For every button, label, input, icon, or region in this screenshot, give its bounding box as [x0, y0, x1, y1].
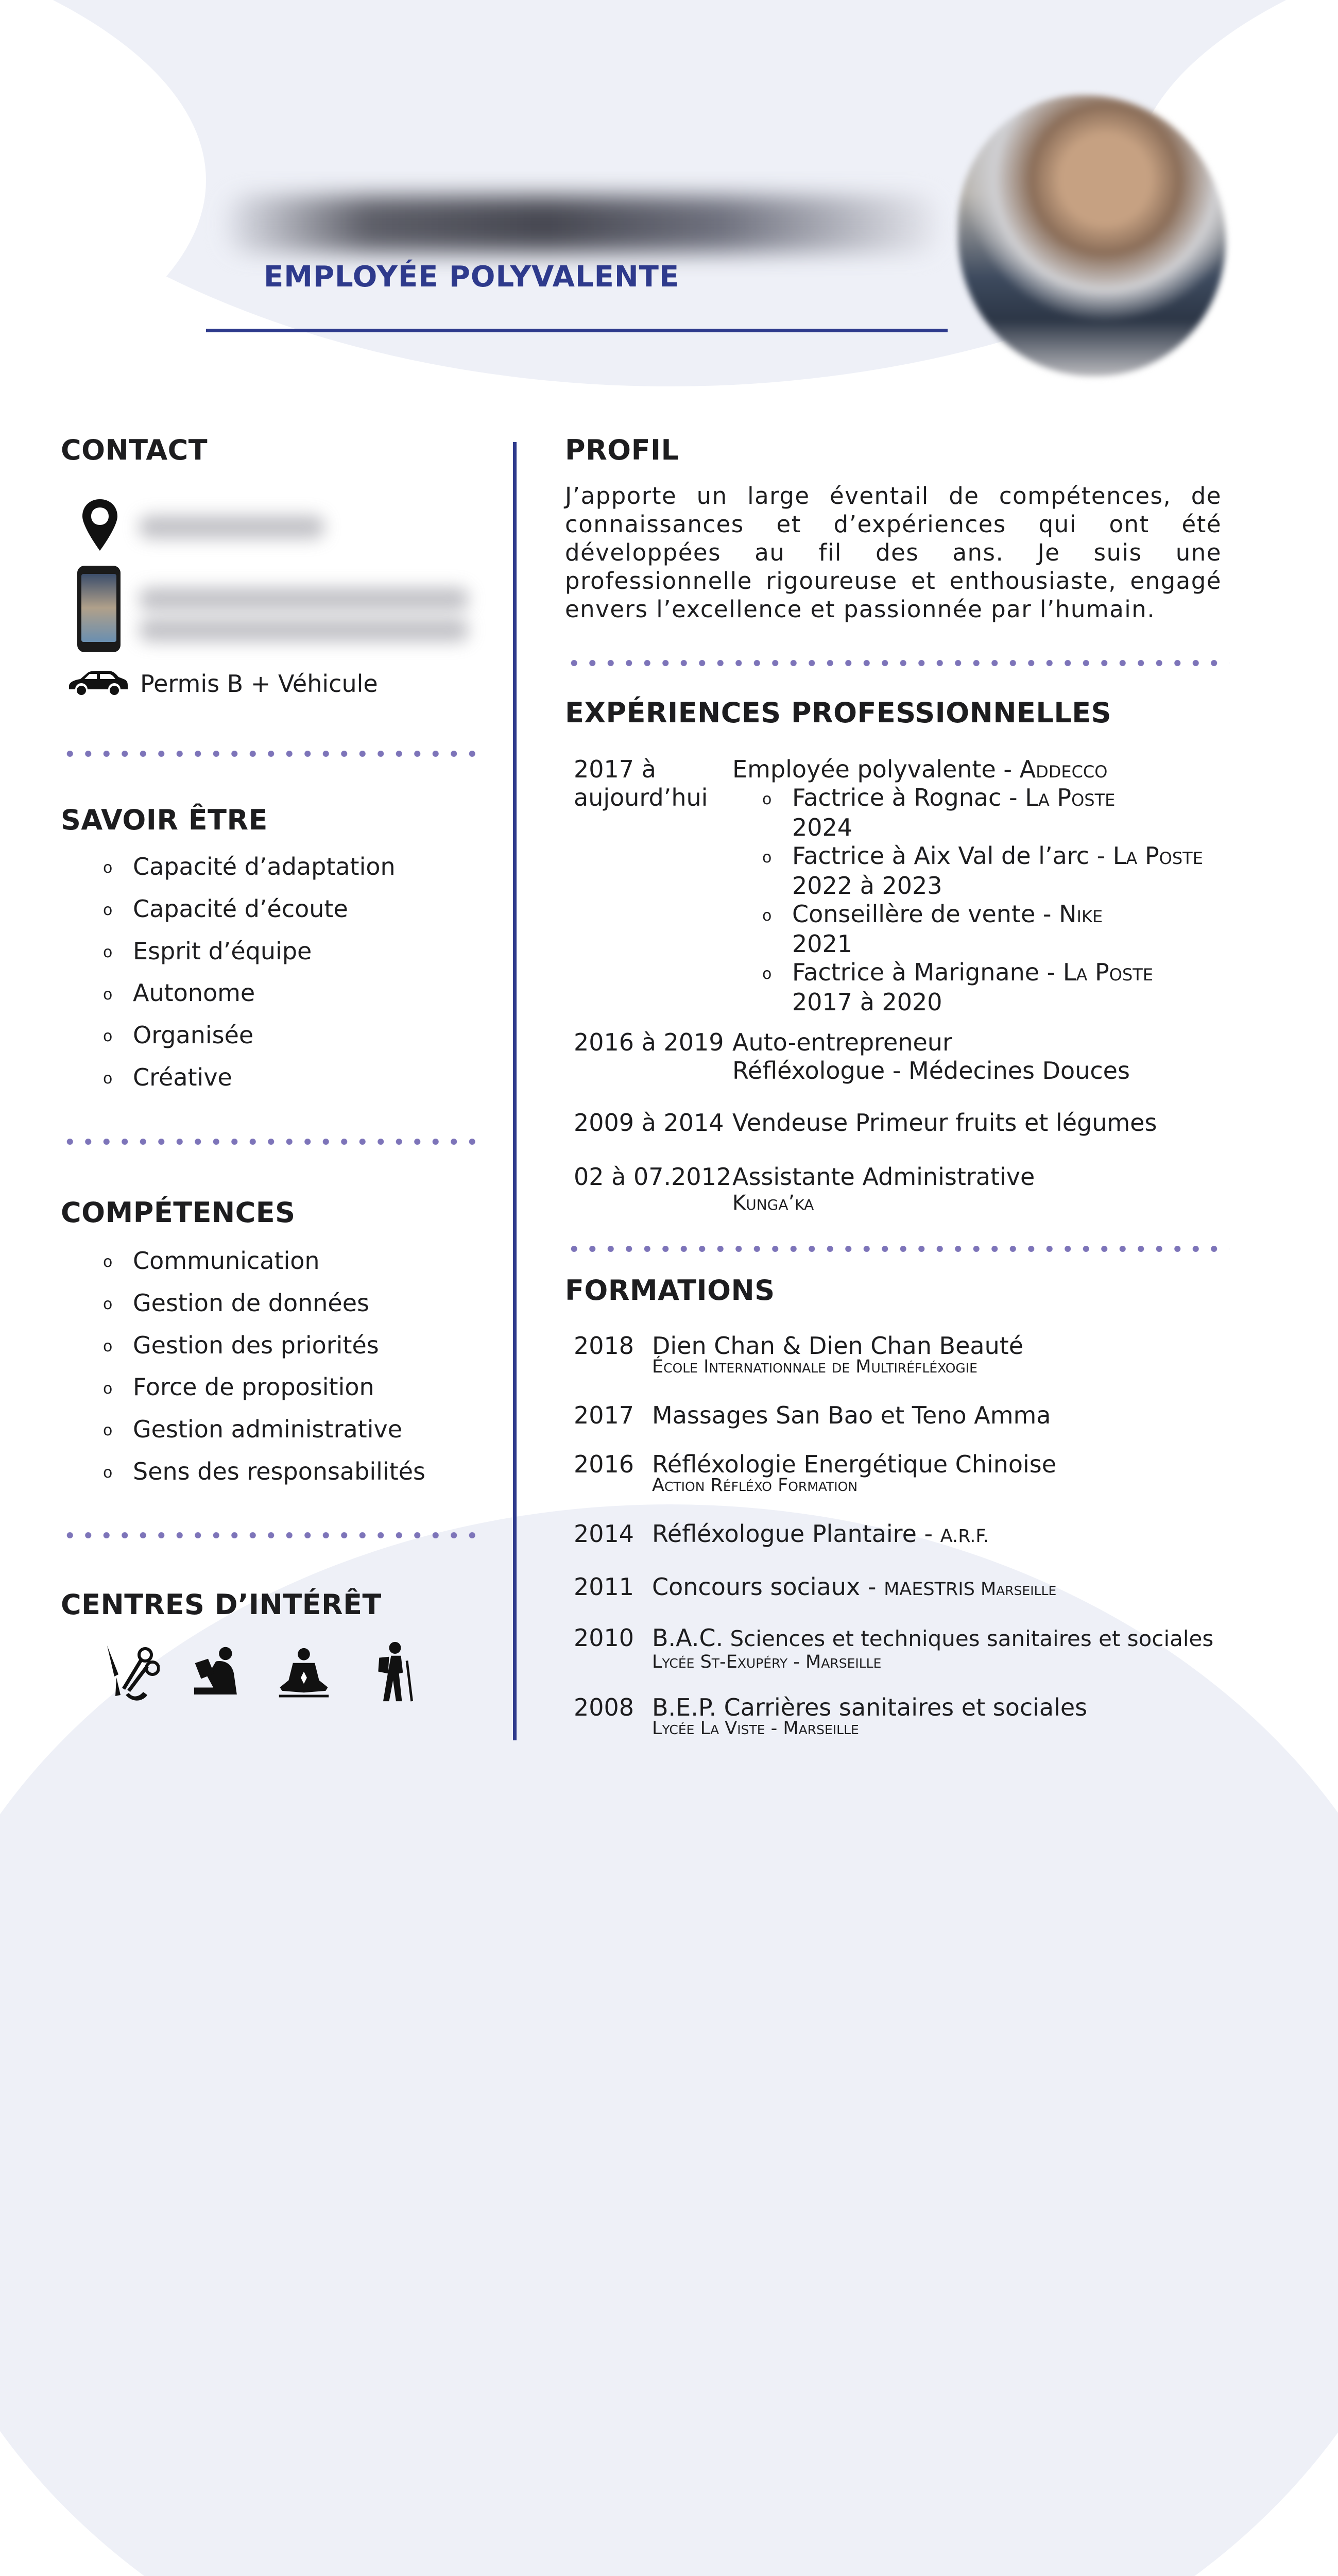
interets-title: CENTRES D’INTÉRÊT [61, 1588, 382, 1621]
formation-entry: Réfléxologue Plantaire - A.R.F. [652, 1520, 989, 1548]
experiences-title: EXPÉRIENCES PROFESSIONNELLES [565, 697, 1112, 729]
list-item: o Communication [103, 1247, 320, 1275]
meditation-icon [276, 1642, 332, 1704]
separator-dots [61, 751, 478, 757]
list-item: o Capacité d’adaptation [103, 853, 396, 880]
column-divider [513, 442, 517, 1740]
formations-title: FORMATIONS [565, 1274, 775, 1307]
list-item: o Capacité d’écoute [103, 894, 348, 923]
list-item: o Gestion des priorités [103, 1331, 379, 1359]
sub-years: 2021 [792, 930, 853, 958]
crafts-icon [103, 1643, 160, 1705]
list-item: o Esprit d’équipe [103, 937, 312, 965]
separator-dots [565, 660, 1229, 666]
sub-years: 2024 [792, 814, 853, 841]
savoir-etre-list [103, 846, 396, 1099]
reading-icon [185, 1641, 242, 1703]
hiking-icon [367, 1641, 423, 1703]
formation-entry: Dien Chan & Dien Chan Beauté École Internationnale de Multiréfléxogie [652, 1332, 1024, 1377]
location-pin-icon [80, 497, 120, 554]
savoir-etre-title: SAVOIR ÊTRE [61, 804, 268, 836]
formation-entry: Concours sociaux - MAESTRIS Marseille [652, 1573, 1057, 1601]
sub-years: 2022 à 2023 [792, 872, 942, 900]
license-text: Permis B + Véhicule [140, 670, 378, 698]
experience-entry: Employée polyvalente - Addecco [732, 755, 1108, 783]
profil-title: PROFIL [565, 434, 679, 466]
phone-icon [77, 566, 121, 652]
list-item: o Factrice à Aix Val de l’arc - La Poste [762, 842, 1203, 870]
formation-year: 2014 [574, 1520, 634, 1548]
job-title: EMPLOYÉE POLYVALENTE [264, 260, 680, 294]
title-rule [206, 329, 948, 332]
list-item: o Créative [103, 1063, 232, 1091]
formation-year: 2018 [574, 1332, 634, 1360]
list-item: o Autonome [103, 979, 255, 1007]
formation-year: 2011 [574, 1573, 634, 1601]
experience-entry: Assistante Administrative Kunga’ka [732, 1163, 1035, 1215]
formation-entry: Réfléxologie Energétique Chinoise Action Réfléxo Formation [652, 1450, 1057, 1496]
redacted-email [139, 618, 469, 642]
formation-year: 2010 [574, 1624, 634, 1652]
experience-date: 2016 à 2019 [574, 1028, 724, 1056]
formation-year: 2008 [574, 1693, 634, 1721]
formation-year: 2016 [574, 1450, 634, 1478]
separator-dots [61, 1139, 478, 1145]
formation-entry: B.E.P. Carrières sanitaires et sociales Lycée La Viste - Marseille [652, 1693, 1088, 1739]
list-item: o Organisée [103, 1021, 254, 1049]
experience-sub-list [762, 784, 1203, 1016]
contact-title: CONTACT [61, 434, 208, 466]
competences-list [103, 1241, 425, 1494]
competences-title: COMPÉTENCES [61, 1196, 296, 1229]
list-item: o Gestion de données [103, 1289, 369, 1317]
experience-date: 02 à 07.2012 [574, 1163, 732, 1191]
redacted-phone [139, 587, 469, 611]
car-icon [67, 668, 129, 698]
separator-dots [61, 1532, 478, 1538]
experience-entry: Vendeuse Primeur fruits et légumes [732, 1109, 1157, 1137]
list-item: o Sens des responsabilités [103, 1457, 425, 1485]
list-item: o Conseillère de vente - Nike [762, 900, 1103, 928]
separator-dots [565, 1246, 1229, 1252]
formation-entry: B.A.C. Sciences et techniques sanitaires et sociales Lycée St-Exupéry - Marseille [652, 1624, 1214, 1672]
list-item: o Force de proposition [103, 1373, 374, 1401]
experience-entry: Auto-entrepreneur Réfléxologue - Médecines Douces [732, 1028, 1130, 1084]
phone-screen [81, 574, 116, 642]
redacted-name [227, 196, 937, 252]
list-item: o Factrice à Marignane - La Poste [762, 958, 1154, 986]
profil-text: J’apporte un large éventail de compétences, de connaissances et d’expériences qui ont été développées au fil des ans. Je suis une professionnelle rigoureuse et enthousiaste, engagé envers l’excellence et passionnée par l’humain. [565, 482, 1222, 623]
experience-date: 2017 à aujourd’hui [574, 755, 708, 811]
formation-entry: Massages San Bao et Teno Amma [652, 1401, 1051, 1429]
redacted-address [139, 515, 324, 539]
list-item: o Factrice à Rognac - La Poste [762, 784, 1116, 811]
sub-years: 2017 à 2020 [792, 988, 942, 1016]
formation-year: 2017 [574, 1401, 634, 1429]
experience-date: 2009 à 2014 [574, 1109, 724, 1137]
list-item: o Gestion administrative [103, 1415, 403, 1443]
